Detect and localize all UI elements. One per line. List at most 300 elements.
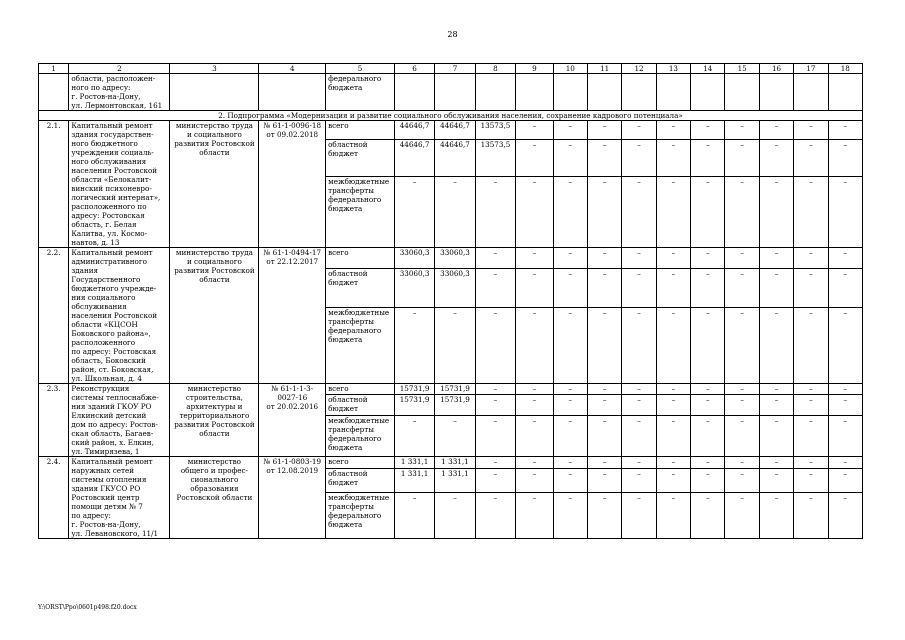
value-col9-cell: – [516, 268, 553, 307]
value-col11-cell: – [587, 176, 621, 247]
expertise-doc-cell [259, 457, 326, 539]
value-col13-cell: – [656, 248, 690, 269]
object-name-cell-line: наружных сетей [71, 466, 134, 475]
executor-cell-line: Ростовской области [176, 493, 253, 502]
funding-source-cell [326, 384, 395, 395]
value-col8-cell: – [475, 469, 515, 493]
object-name-cell-line: Елкинский детский [71, 411, 147, 420]
value-col8-cell: – [475, 457, 515, 469]
object-name-cell-line: Капитальный ремонт [71, 248, 153, 257]
value-col13-cell: – [656, 384, 690, 395]
header-cell: 1 [39, 64, 69, 74]
object-name-cell-line: ский район, х. Елкин, [71, 438, 154, 447]
source-cell [326, 74, 395, 111]
funding-source-cell [326, 121, 395, 140]
object-name-cell-line: расположенного по [71, 202, 147, 211]
value-col9-cell: – [516, 307, 553, 383]
header-cell: 9 [516, 64, 553, 74]
value-col18-cell: – [828, 176, 862, 247]
value-col9-cell: – [516, 121, 553, 140]
table-row [39, 248, 863, 269]
value-col16-cell: – [759, 457, 793, 469]
object-name-cell-line: ул. Школьная, д. 4 [71, 374, 142, 383]
object-name-cell-line: системы теплоснабже- [71, 393, 159, 402]
expertise-doc-cell-line: от 12.08.2019 [266, 466, 319, 475]
value-col10-cell: – [553, 268, 587, 307]
object-name-cell-line: ская область, Багаев- [71, 429, 154, 438]
funding-source-cell [326, 395, 395, 416]
header-cell: 18 [828, 64, 862, 74]
value-col9-cell: – [516, 469, 553, 493]
header-cell: 16 [759, 64, 793, 74]
expertise-doc-cell-line: № 61-1-0494-17 [263, 248, 322, 257]
value-col10-cell: – [553, 469, 587, 493]
header-cell: 15 [725, 64, 759, 74]
value-col17-cell: – [794, 416, 828, 457]
expertise-doc-cell [259, 248, 326, 384]
funding-source-cell [326, 176, 395, 247]
funding-source-cell [326, 268, 395, 307]
value-col14-cell: – [691, 268, 725, 307]
value-col13-cell: – [656, 268, 690, 307]
expertise-doc-cell [259, 384, 326, 457]
value-col15-cell: – [725, 457, 759, 469]
object-name-cell-line: здания государствен- [71, 130, 154, 139]
object-name-cell [69, 384, 170, 457]
value-col16-cell: – [759, 469, 793, 493]
funding-source-cell-line: межбюджетные [328, 307, 390, 317]
value-col15-cell: – [725, 395, 759, 416]
subprogram-row [39, 111, 863, 121]
value-col18-cell: – [828, 416, 862, 457]
executor-cell-line: области [199, 275, 230, 284]
object-name-cell-line: Боковского района», [71, 329, 151, 338]
value-col6-cell: – [394, 493, 434, 539]
value-col15-cell: – [725, 416, 759, 457]
value-col14-cell: – [691, 416, 725, 457]
funding-source-cell [326, 493, 395, 539]
value-col15-cell: – [725, 307, 759, 383]
value-col16-cell: – [759, 416, 793, 457]
funding-source-cell [326, 140, 395, 177]
value-col14-cell: – [691, 384, 725, 395]
object-name-cell-line: логический интернат», [71, 193, 161, 202]
value-col11-cell: – [587, 307, 621, 383]
value-col6-cell: 33060,3 [394, 248, 434, 269]
executor-cell-line: территориального [179, 411, 250, 420]
header-cell: 3 [170, 64, 259, 74]
header-cell: 4 [259, 64, 326, 74]
value-col7-cell: 1 331,1 [435, 457, 475, 469]
value-col6-cell: 15731,9 [394, 384, 434, 395]
object-name-cell-line: область, Боковский [71, 356, 146, 365]
value-col7-cell: 33060,3 [435, 268, 475, 307]
value-col8-cell: 13573,5 [475, 121, 515, 140]
funding-source-cell [326, 457, 395, 469]
value-col14-cell: – [691, 395, 725, 416]
object-name-cell-line: административного [71, 257, 147, 266]
continuation-row [39, 74, 863, 111]
value-col12-cell: – [622, 469, 656, 493]
object-name-cell-line: ного бюджетного [71, 139, 138, 148]
object-name-cell-line: винский психоневро- [71, 184, 152, 193]
value-col11-cell: – [587, 384, 621, 395]
value-col17-cell: – [794, 307, 828, 383]
object-name-cell-line: Капитальный ремонт [71, 457, 153, 466]
value-cell [828, 74, 862, 111]
funding-source-cell [326, 416, 395, 457]
value-col16-cell: – [759, 176, 793, 247]
header-cell: 10 [553, 64, 587, 74]
page-number: 28 [447, 30, 458, 39]
funding-source-cell [326, 469, 395, 493]
value-col14-cell: – [691, 307, 725, 383]
value-col16-cell: – [759, 307, 793, 383]
value-col9-cell: – [516, 176, 553, 247]
header-cell: 14 [691, 64, 725, 74]
value-col15-cell: – [725, 268, 759, 307]
object-name-cell-line: ния зданий ГКОУ РО [71, 402, 152, 411]
value-col13-cell: – [656, 457, 690, 469]
executor-cell-line: развития Ростовской [174, 139, 255, 148]
value-col15-cell: – [725, 140, 759, 177]
value-col17-cell: – [794, 493, 828, 539]
object-name-cell-line: области «КЦСОН [71, 320, 138, 329]
header-cell: 13 [656, 64, 690, 74]
value-col12-cell: – [622, 307, 656, 383]
object-name-cell-line: области «Белокалит- [71, 175, 152, 184]
table-row [39, 384, 863, 395]
object-name-cell-line: район, ст. Боковская, [71, 365, 154, 374]
value-col10-cell: – [553, 493, 587, 539]
value-col8-cell: – [475, 493, 515, 539]
object-name-cell [69, 248, 170, 384]
value-col12-cell: – [622, 248, 656, 269]
value-cell [587, 74, 621, 111]
value-col17-cell: – [794, 384, 828, 395]
value-col8-cell: – [475, 416, 515, 457]
funding-source-cell-line: всего [328, 457, 349, 466]
expertise-doc-cell-line: от 22.12.2017 [266, 257, 319, 266]
object-name-cell-line: г. Ростов-на-Дону, [71, 92, 141, 101]
value-col7-cell: – [435, 307, 475, 383]
executor-cell [170, 457, 259, 539]
value-col12-cell: – [622, 384, 656, 395]
value-col17-cell: – [794, 176, 828, 247]
funding-source-cell-line: трансферты [328, 425, 374, 435]
value-col11-cell: – [587, 268, 621, 307]
value-col18-cell: – [828, 384, 862, 395]
value-col7-cell: 33060,3 [435, 248, 475, 269]
value-col16-cell: – [759, 395, 793, 416]
value-col14-cell: – [691, 469, 725, 493]
value-col12-cell: – [622, 121, 656, 140]
funding-source-cell-line: бюджета [328, 443, 363, 453]
value-col8-cell: – [475, 307, 515, 383]
value-col10-cell: – [553, 140, 587, 177]
funding-source-cell-line: всего [328, 384, 349, 393]
value-col7-cell: 44646,7 [435, 121, 475, 140]
value-col16-cell: – [759, 140, 793, 177]
executor-cell-line: области [199, 429, 230, 438]
header-cell: 7 [435, 64, 475, 74]
header-cell: 11 [587, 64, 621, 74]
executor-cell-line: развития Ростовской [174, 266, 255, 275]
funding-source-cell-line: бюджета [328, 520, 363, 530]
expertise-doc-cell [259, 121, 326, 248]
object-name-cell-line: области, расположен- [71, 74, 156, 83]
value-col9-cell: – [516, 493, 553, 539]
funding-source-cell-line: федерального [328, 511, 382, 521]
value-col17-cell: – [794, 457, 828, 469]
funding-source-cell-line: межбюджетные [328, 493, 390, 503]
value-col16-cell: – [759, 121, 793, 140]
value-col8-cell: – [475, 176, 515, 247]
funding-source-cell-line: областной [328, 469, 368, 479]
object-name-cell-line: Калитва, ул. Космо- [71, 229, 148, 238]
executor-cell-line: министерство труда [175, 248, 253, 257]
value-col7-cell: 15731,9 [435, 384, 475, 395]
subprogram-title: 2. Подпрограмма «Модернизация и развитие социального обслуживания населения, сохранение кадрового потенциала» [39, 111, 863, 121]
value-col16-cell: – [759, 493, 793, 539]
header-row [39, 64, 863, 74]
funding-source-cell [326, 248, 395, 269]
num-cell [39, 74, 69, 111]
expertise-doc-cell-line: 0027-16 [277, 393, 308, 402]
object-name-cell-line: здания Государственного [71, 266, 141, 284]
value-col18-cell: – [828, 457, 862, 469]
object-name-cell-line: ния социального [71, 293, 136, 302]
value-cell [794, 74, 828, 111]
expertise-doc-cell-line: от 09.02.2018 [266, 130, 319, 139]
value-col10-cell: – [553, 395, 587, 416]
funding-source-cell-line: межбюджетные [328, 416, 390, 426]
executor-cell [170, 384, 259, 457]
value-col15-cell: – [725, 493, 759, 539]
object-name-cell-line: здания ГКУСО РО [71, 484, 141, 493]
funding-source-cell-line: бюджет [328, 478, 358, 488]
funding-source-cell-line: бюджет [328, 149, 358, 159]
value-col8-cell: – [475, 384, 515, 395]
value-cell [394, 74, 434, 111]
funding-source-cell-line: трансферты [328, 502, 374, 512]
executor-cell-line: развития Ростовской [174, 420, 255, 429]
source-cell-line: федерального [328, 74, 382, 83]
org-cell [170, 74, 259, 111]
value-col18-cell: – [828, 469, 862, 493]
value-col12-cell: – [622, 176, 656, 247]
value-col14-cell: – [691, 140, 725, 177]
value-cell [622, 74, 656, 111]
header-cell: 17 [794, 64, 828, 74]
object-name-cell-line: дом по адресу: Ростов- [71, 420, 158, 429]
value-cell [656, 74, 690, 111]
value-col9-cell: – [516, 457, 553, 469]
value-col7-cell: 1 331,1 [435, 469, 475, 493]
executor-cell-line: области [199, 148, 230, 157]
value-col16-cell: – [759, 268, 793, 307]
value-col15-cell: – [725, 248, 759, 269]
executor-cell-line: общего и профес- [180, 466, 248, 475]
value-col11-cell: – [587, 140, 621, 177]
value-col15-cell: – [725, 176, 759, 247]
value-col13-cell: – [656, 140, 690, 177]
value-col14-cell: – [691, 176, 725, 247]
value-col10-cell: – [553, 121, 587, 140]
executor-cell [170, 121, 259, 248]
value-col13-cell: – [656, 121, 690, 140]
executor-cell-line: министерство труда [175, 121, 253, 130]
funding-source-cell-line: областной [328, 140, 368, 150]
value-col16-cell: – [759, 248, 793, 269]
value-col10-cell: – [553, 176, 587, 247]
object-name-cell-line: ул. Тимирязева, 1 [71, 447, 140, 456]
funding-source-cell-line: трансферты [328, 316, 374, 326]
value-col18-cell: – [828, 268, 862, 307]
value-col7-cell: 15731,9 [435, 395, 475, 416]
value-cell [435, 74, 475, 111]
object-name-cell-line: учреждения социаль- [71, 148, 154, 157]
object-name-cell-line: Капитальный ремонт [71, 121, 153, 130]
value-col17-cell: – [794, 395, 828, 416]
doc-cell [259, 74, 326, 111]
value-col18-cell: – [828, 248, 862, 269]
value-col9-cell: – [516, 248, 553, 269]
header-cell: 6 [394, 64, 434, 74]
value-cell [691, 74, 725, 111]
value-col6-cell: 44646,7 [394, 121, 434, 140]
value-col14-cell: – [691, 457, 725, 469]
value-col17-cell: – [794, 469, 828, 493]
object-name-cell-line: обслуживания [71, 302, 127, 311]
value-col6-cell: – [394, 307, 434, 383]
value-col8-cell: – [475, 248, 515, 269]
value-col9-cell: – [516, 416, 553, 457]
source-cell-line: бюджета [328, 83, 363, 92]
expertise-doc-cell-line: № 61-1-0096-18 [263, 121, 322, 130]
value-col11-cell: – [587, 121, 621, 140]
value-col11-cell: – [587, 248, 621, 269]
row-number-cell: 2.4. [39, 457, 69, 539]
value-col11-cell: – [587, 416, 621, 457]
object-name-cell-line: Реконструкция [71, 384, 130, 393]
value-col10-cell: – [553, 416, 587, 457]
executor-cell-line: строительства, [185, 393, 243, 402]
object-name-cell-line: по адресу: [71, 511, 111, 520]
value-col9-cell: – [516, 140, 553, 177]
value-col12-cell: – [622, 457, 656, 469]
value-col17-cell: – [794, 140, 828, 177]
value-col8-cell: 13573,5 [475, 140, 515, 177]
object-name-cell-line: расположенного [71, 338, 136, 347]
value-col18-cell: – [828, 493, 862, 539]
funding-source-cell-line: трансферты [328, 185, 374, 195]
value-col13-cell: – [656, 416, 690, 457]
expertise-doc-cell-line: от 20.02.2016 [266, 402, 319, 411]
value-col10-cell: – [553, 248, 587, 269]
value-cell [475, 74, 515, 111]
value-col12-cell: – [622, 416, 656, 457]
value-col6-cell: 1 331,1 [394, 469, 434, 493]
header-cell: 8 [475, 64, 515, 74]
funding-source-cell-line: всего [328, 248, 349, 257]
funding-source-cell-line: всего [328, 121, 349, 130]
value-col17-cell: – [794, 268, 828, 307]
executor-cell-line: министерство [187, 457, 241, 466]
value-col8-cell: – [475, 268, 515, 307]
funding-source-cell-line: федерального [328, 325, 382, 335]
value-col16-cell: – [759, 384, 793, 395]
value-col17-cell: – [794, 121, 828, 140]
value-col18-cell: – [828, 140, 862, 177]
value-col6-cell: 44646,7 [394, 140, 434, 177]
row-number-cell: 2.1. [39, 121, 69, 248]
value-col7-cell: 44646,7 [435, 140, 475, 177]
funding-source-cell-line: областной [328, 395, 368, 405]
funding-source-cell-line: бюджета [328, 334, 363, 344]
value-cell [516, 74, 553, 111]
value-col7-cell: – [435, 416, 475, 457]
value-col13-cell: – [656, 307, 690, 383]
value-col15-cell: – [725, 469, 759, 493]
table-row [39, 121, 863, 140]
object-name-cell-line: область, г. Белая [71, 220, 137, 229]
executor-cell-line: и социального [186, 130, 242, 139]
value-col15-cell: – [725, 121, 759, 140]
object-name-cell [69, 457, 170, 539]
expertise-doc-cell-line: № 61-1-0803-19 [263, 457, 322, 466]
value-col8-cell: – [475, 395, 515, 416]
value-col10-cell: – [553, 307, 587, 383]
value-col14-cell: – [691, 493, 725, 539]
object-name-cell-line: бюджетного учрежде- [71, 284, 157, 293]
object-name-cell-line: по адресу: Ростовская [71, 347, 157, 356]
row-number-cell: 2.3. [39, 384, 69, 457]
funding-source-cell-line: бюджета [328, 203, 363, 213]
value-col6-cell: 33060,3 [394, 268, 434, 307]
funding-source-cell-line: бюджет [328, 404, 358, 414]
value-col12-cell: – [622, 493, 656, 539]
object-name-cell-line: ул. Лермонтовская, 161 [71, 101, 163, 110]
value-col11-cell: – [587, 457, 621, 469]
funding-source-cell-line: федерального [328, 434, 382, 444]
object-name-cell-line: системы отопления [71, 475, 147, 484]
value-col6-cell: 15731,9 [394, 395, 434, 416]
value-col13-cell: – [656, 395, 690, 416]
object-name-cell-line: Ростовский центр [71, 493, 140, 502]
value-col18-cell: – [828, 307, 862, 383]
header-cell: 5 [326, 64, 395, 74]
object-name-cell-line: ул. Левановского, 11/1 [71, 529, 159, 538]
object-name-cell [69, 74, 170, 111]
value-col13-cell: – [656, 469, 690, 493]
funding-source-cell-line: бюджет [328, 277, 358, 287]
funding-source-cell-line: областной [328, 268, 368, 278]
executor-cell-line: образования [190, 484, 239, 493]
header-cell: 2 [69, 64, 170, 74]
value-col12-cell: – [622, 395, 656, 416]
value-col15-cell: – [725, 384, 759, 395]
value-col11-cell: – [587, 493, 621, 539]
value-col6-cell: 1 331,1 [394, 457, 434, 469]
row-number-cell: 2.2. [39, 248, 69, 384]
expertise-doc-cell-line: № 61-1-1-3- [271, 384, 314, 393]
funding-source-cell [326, 307, 395, 383]
value-cell [725, 74, 759, 111]
object-name-cell-line: населения Ростовской [71, 166, 158, 175]
object-name-cell-line: навтов, д. 13 [71, 238, 120, 247]
funding-source-cell-line: межбюджетные [328, 176, 390, 186]
